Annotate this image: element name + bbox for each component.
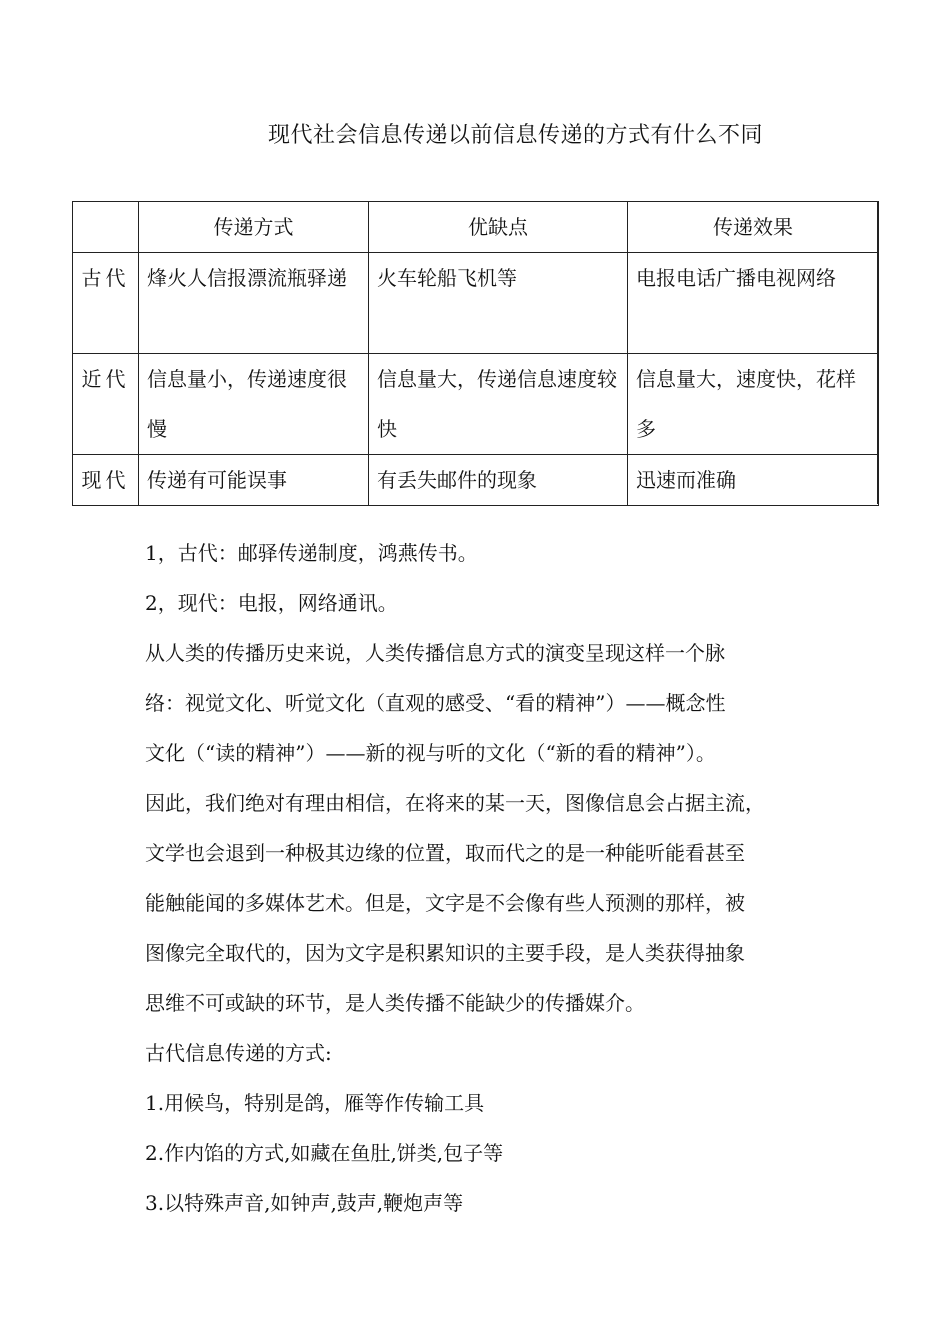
table-row (73, 354, 879, 455)
info-table (72, 201, 879, 506)
table-cell: 火车轮船飞机等 (369, 253, 628, 354)
list-item: 1.用候鸟，特别是鸽，雁等作传输工具 (145, 1091, 485, 1115)
table-double-border (877, 201, 878, 504)
paragraph: 图像完全取代的，因为文字是积累知识的主要手段，是人类获得抽象 (145, 941, 745, 965)
table-header-cell: 优缺点 (369, 202, 628, 253)
page-title: 现代社会信息传递以前信息传递的方式有什么不同 (268, 123, 764, 148)
paragraph: 络：视觉文化、听觉文化（直观的感受、“看的精神”）——概念性 (145, 691, 726, 715)
table-cell: 信息量大，速度快，花样多 (628, 354, 879, 455)
table-header-row (73, 202, 879, 253)
table-row-era: 现代 (73, 455, 139, 506)
paragraph: 2，现代：电报，网络通讯。 (145, 591, 398, 615)
table-cell: 信息量小，传递速度很慢 (139, 354, 369, 455)
paragraph: 1，古代：邮驿传递制度，鸿燕传书。 (145, 541, 478, 565)
body-text (145, 528, 825, 1228)
table-cell: 烽火人信报漂流瓶驿递 (139, 253, 369, 354)
table-header-cell (73, 202, 139, 253)
table-cell: 传递有可能误事 (139, 455, 369, 506)
paragraph: 因此，我们绝对有理由相信，在将来的某一天，图像信息会占据主流， (145, 791, 765, 815)
table-row-era: 古代 (73, 253, 139, 354)
paragraph: 思维不可或缺的环节，是人类传播不能缺少的传播媒介。 (145, 991, 645, 1015)
table-cell: 电报电话广播电视网络 (628, 253, 879, 354)
table-row (73, 455, 879, 506)
table-row (73, 253, 879, 354)
table-row-era: 近代 (73, 354, 139, 455)
table-header-cell: 传递效果 (628, 202, 879, 253)
paragraph: 文化（“读的精神”）——新的视与听的文化（“新的看的精神”）。 (145, 741, 716, 765)
paragraph: 古代信息传递的方式: (145, 1041, 332, 1065)
table-cell: 有丢失邮件的现象 (369, 455, 628, 506)
table-cell: 信息量大，传递信息速度较快 (369, 354, 628, 455)
list-item: 2.作内馅的方式,如藏在鱼肚,饼类,包子等 (145, 1141, 504, 1165)
paragraph: 文学也会退到一种极其边缘的位置，取而代之的是一种能听能看甚至 (145, 841, 745, 865)
table-cell: 迅速而准确 (628, 455, 879, 506)
paragraph: 从人类的传播历史来说，人类传播信息方式的演变呈现这样一个脉 (145, 641, 725, 665)
list-item: 3.以特殊声音,如钟声,鼓声,鞭炮声等 (145, 1191, 464, 1215)
paragraph: 能触能闻的多媒体艺术。但是，文字是不会像有些人预测的那样，被 (145, 891, 745, 915)
table-header-cell: 传递方式 (139, 202, 369, 253)
